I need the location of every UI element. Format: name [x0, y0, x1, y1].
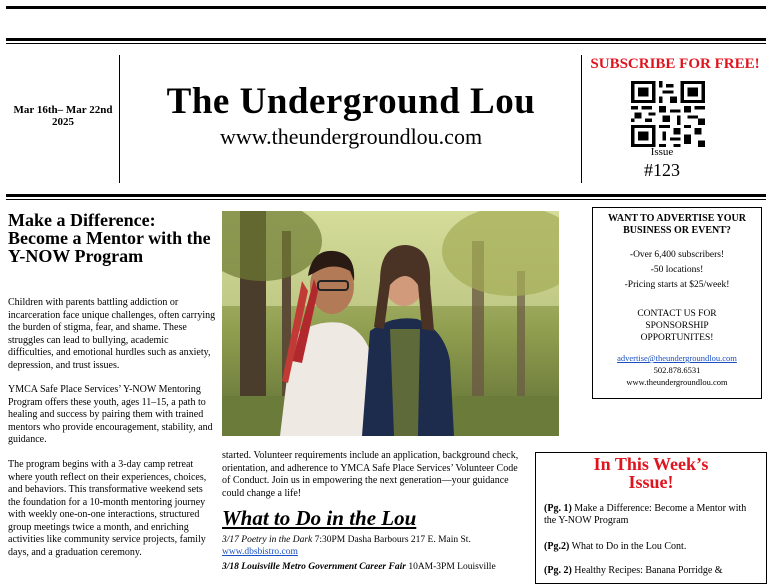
top-rule: [6, 6, 766, 9]
toc-page: (Pg. 1): [544, 503, 572, 514]
article-continued-text: started. Volunteer requirements include an application, background check, orientation, and adherence to YMCA Safe Place Services’ Volunteer Code of Conduct. Join us in empowering the next generation—your guidance could change a life!: [222, 450, 519, 499]
event-details: 10AM-3PM Louisville: [408, 562, 496, 572]
advertise-heading: WANT TO ADVERTISE YOUR BUSINESS OR EVENT?: [608, 213, 746, 236]
qr-code-icon[interactable]: [631, 81, 705, 147]
toc-text: What to Do in the Lou Cont.: [571, 541, 687, 552]
advertise-phone: 502.878.6531: [653, 365, 701, 375]
advertise-bullet: -Over 6,400 subscribers!: [629, 250, 725, 260]
advertise-box: [592, 207, 762, 399]
in-this-week-heading: In This Week’s Issue!: [593, 454, 709, 492]
event-item-poetry: [222, 534, 522, 558]
masthead-divider-left: [119, 55, 120, 183]
mentor-photo-illustration: [222, 211, 559, 436]
in-this-week-box: [535, 452, 767, 584]
event-title: 3/18 Louisville Metro Government Career Fair: [222, 562, 406, 572]
issue-number: #123: [644, 160, 680, 180]
newspaper-url[interactable]: www.theundergroundlou.com: [219, 124, 483, 149]
advertise-bullet: -50 locations!: [650, 265, 704, 275]
article-paragraph-1: Children with parents battling addiction or incarceration face unique challenges, often carrying the burden of stigma, fear, and shame. These struggles can lead to bullying, academic difficulties, and emotional hurdles such as anxiety, depression, and trust issues.: [8, 297, 216, 371]
toc-text: Make a Difference: Become a Mentor with the Y-NOW Program: [544, 503, 747, 526]
event-details: 7:30PM Dasha Barbours 217 E. Main St.: [314, 535, 471, 545]
advertise-email[interactable]: advertise@theundergroundlou.com: [617, 353, 737, 363]
toc-item[interactable]: [544, 541, 759, 553]
issue-label: Issue: [650, 146, 674, 158]
event-link[interactable]: www.dbsbistro.com: [222, 547, 298, 557]
toc-item[interactable]: [544, 503, 759, 527]
issue-date-range: Mar 16th– Mar 22nd 2025: [13, 104, 113, 128]
masthead-divider-right: [581, 55, 582, 183]
toc-page: (Pg.2): [544, 541, 570, 552]
mentor-photo: [222, 211, 559, 436]
article-paragraph-3: The program begins with a 3-day camp retreat where youth reflect on their experiences, choices, and behaviors. This transformative weekend sets the foundation for a 10-month mentoring journey with weekly one-on-one interactions, structured group meetings twice a month, and enriching activities like community service projects, family days, and a graduation ceremony.: [8, 459, 207, 558]
newspaper-title: The Underground Lou: [166, 81, 536, 122]
masthead-bottom-rule: [6, 194, 766, 197]
advertise-bullet: -Pricing starts at $25/week!: [624, 280, 730, 290]
masthead-top-rule: [6, 38, 766, 41]
event-title: 3/17 Poetry in the Dark: [222, 535, 313, 545]
event-item-career-fair: [222, 561, 522, 573]
article-paragraph-2: YMCA Safe Place Services’ Y-NOW Mentoring Program offers these youth, ages 11–15, a path to healing and success by pairing them with trained mentors who provide encouragement, stability, and guidance.: [8, 384, 213, 445]
toc-page: (Pg. 2): [544, 565, 572, 576]
masthead-bottom-thin-rule: [6, 199, 766, 200]
masthead-top-thin-rule: [6, 43, 766, 44]
subscribe-banner[interactable]: SUBSCRIBE FOR FREE!: [590, 56, 760, 72]
what-to-do-heading: What to Do in the Lou: [222, 506, 417, 530]
advertise-contact: CONTACT US FOR SPONSORSHIP OPPORTUNITES!: [637, 309, 717, 343]
article-headline: Make a Difference: Become a Mentor with the Y-NOW Program: [8, 210, 211, 266]
toc-text: Healthy Recipes: Banana Porridge &: [574, 565, 723, 576]
toc-item[interactable]: [544, 565, 759, 577]
advertise-website[interactable]: www.theundergroundlou.com: [626, 377, 728, 387]
